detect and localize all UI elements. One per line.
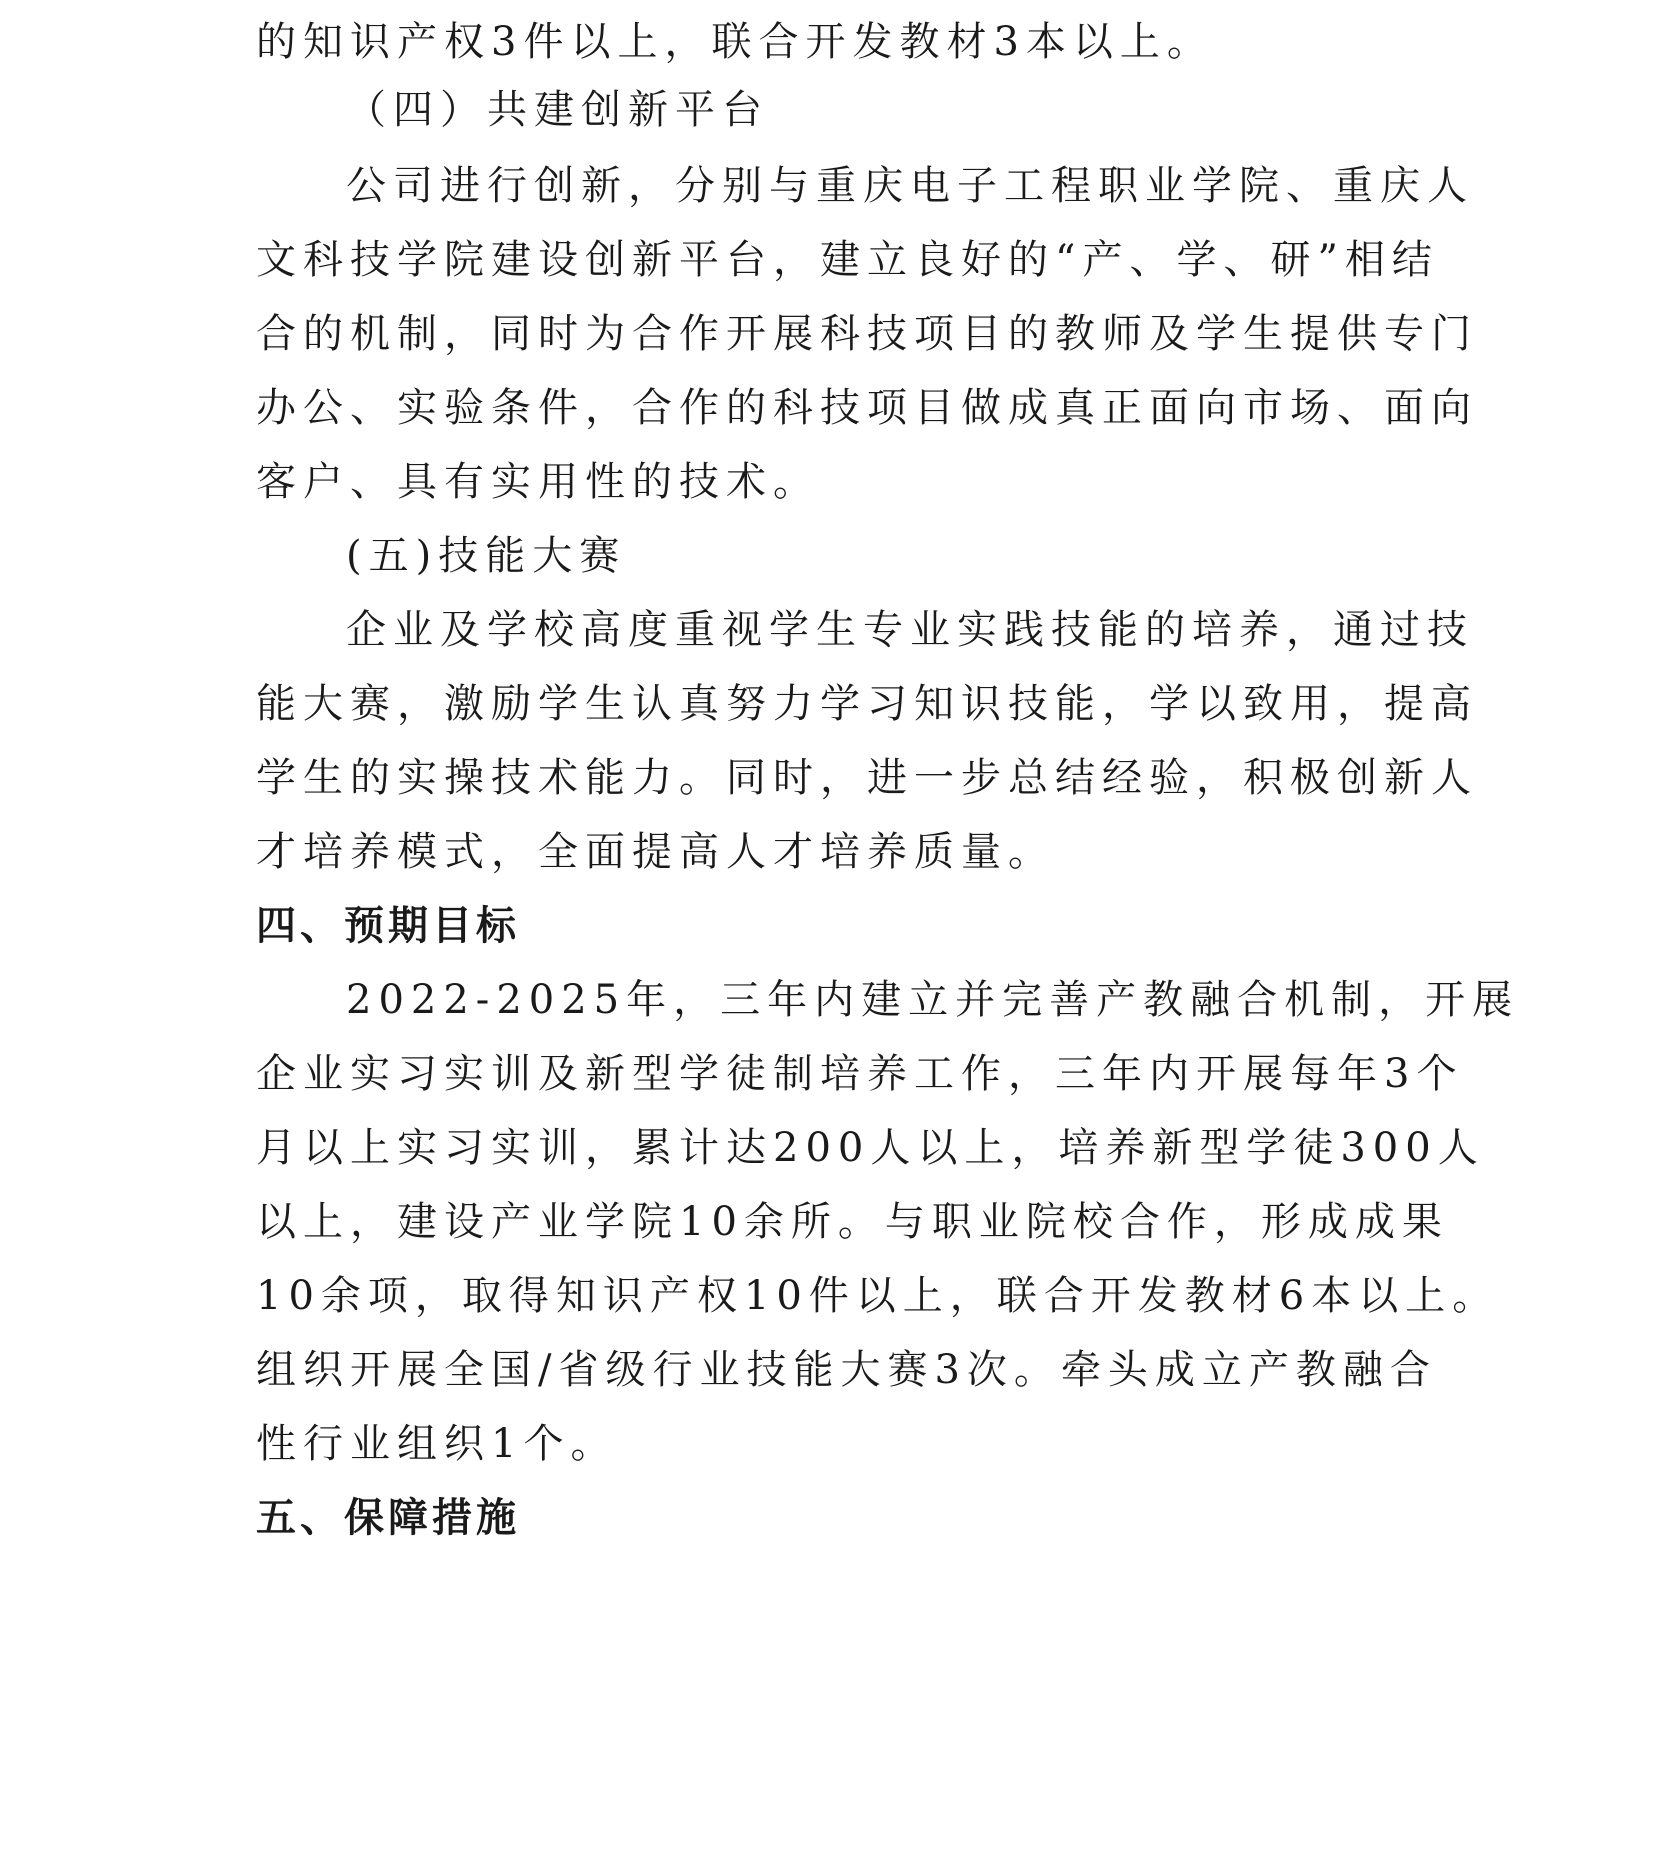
paragraph-line: 文科技学院建设创新平台，建立良好的“产、学、研”相结 — [256, 237, 1439, 283]
paragraph-line: 企业实习实训及新型学徒制培养工作，三年内开展每年3个 — [256, 1051, 1464, 1097]
paragraph-line: 合的机制，同时为合作开展科技项目的教师及学生提供专门 — [256, 311, 1478, 357]
paragraph-line: 公司进行创新，分别与重庆电子工程职业学院、重庆人 — [346, 163, 1474, 209]
paragraph-line: 学生的实操技术能力。同时，进一步总结经验，积极创新人 — [256, 755, 1478, 801]
paragraph-line: 办公、实验条件，合作的科技项目做成真正面向市场、面向 — [256, 385, 1478, 431]
section-heading-expected-goals: 四、预期目标 — [256, 903, 520, 949]
paragraph-line: 客户、具有实用性的技术。 — [256, 459, 820, 505]
paragraph-line: 组织开展全国/省级行业技能大赛3次。牵头成立产教融合 — [256, 1347, 1437, 1393]
paragraph-line: 月以上实习实训，累计达200人以上，培养新型学徒300人 — [256, 1125, 1485, 1171]
paragraph-line: 的知识产权3件以上，联合开发教材3本以上。 — [256, 19, 1214, 65]
paragraph-line: 10余项，取得知识产权10件以上，联合开发教材6本以上。 — [256, 1273, 1500, 1319]
section-heading-safeguard-measures: 五、保障措施 — [256, 1495, 520, 1541]
paragraph-line: 2022-2025年，三年内建立并完善产教融合机制，开展 — [346, 977, 1520, 1023]
paragraph-line: 性行业组织1个。 — [256, 1421, 618, 1467]
paragraph-line: 企业及学校高度重视学生专业实践技能的培养，通过技 — [346, 607, 1474, 653]
subheading-skills-competition: (五)技能大赛 — [346, 533, 627, 579]
subheading-joint-innovation-platform: （四）共建创新平台 — [346, 87, 769, 133]
paragraph-line: 以上，建设产业学院10余所。与职业院校合作，形成成果 — [256, 1199, 1449, 1245]
paragraph-line: 才培养模式，全面提高人才培养质量。 — [256, 829, 1055, 875]
paragraph-line: 能大赛，激励学生认真努力学习知识技能，学以致用，提高 — [256, 681, 1478, 727]
